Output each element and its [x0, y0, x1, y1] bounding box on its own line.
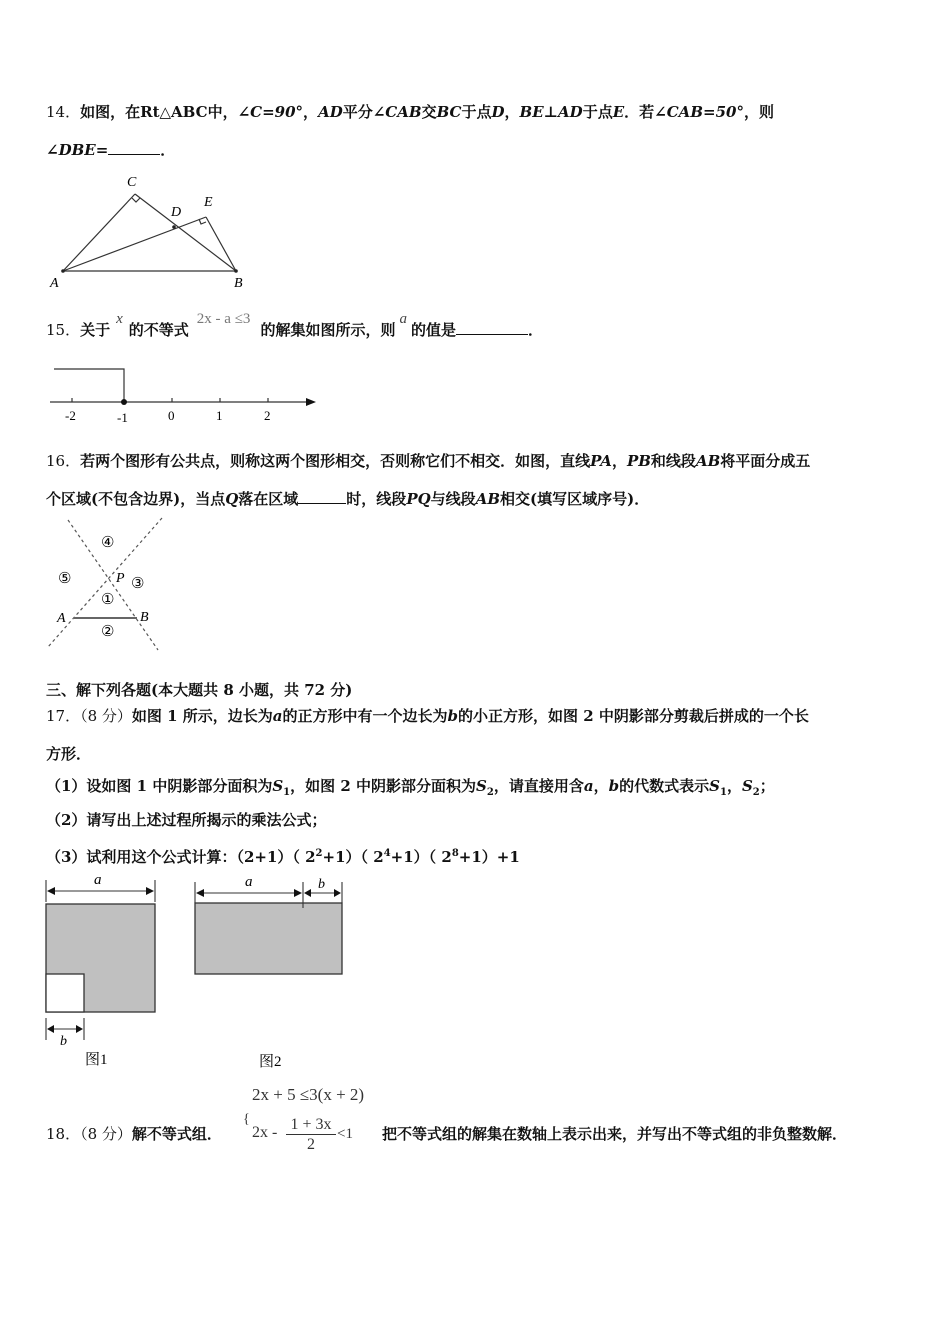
math-x: x — [116, 311, 123, 327]
text: 的小正方形，如图 2 中阴影部分剪裁后拼成的一个长 — [458, 707, 809, 725]
math-s: S — [476, 777, 487, 795]
math-s: S — [709, 777, 720, 795]
text: 若两个图形有公共点，则称这两个图形相交，否则称它们不相交．如图，直线 — [80, 452, 591, 470]
label-d: D — [171, 205, 182, 220]
label-b: B — [140, 610, 149, 625]
answer-blank[interactable] — [298, 489, 346, 504]
q16-line1 — [46, 451, 810, 471]
text: （1）设如图 1 中阴影部分面积为 — [46, 777, 273, 795]
text: 如图，在 — [80, 103, 141, 121]
label-a: A — [57, 611, 66, 626]
text: 与线段 — [430, 490, 476, 508]
tick-neg1: -1 — [117, 410, 128, 425]
math-a: a — [399, 311, 407, 327]
text: ， — [726, 777, 742, 795]
math-bc: BC — [436, 103, 462, 121]
brace-icon: { — [243, 1112, 250, 1127]
math-ab: AB — [695, 452, 721, 470]
score: （8 分） — [80, 707, 132, 725]
math-b: b — [608, 777, 620, 795]
subscript: 2 — [486, 787, 494, 798]
exponent: 8 — [451, 848, 459, 859]
subscript: 2 — [752, 787, 760, 798]
text: （3）试利用这个公式计算：（2+1）（ 2 — [46, 848, 316, 866]
fraction-numerator: 1 + 3x — [286, 1116, 336, 1135]
math-angle-c: ∠C=90° — [237, 103, 304, 121]
text: 解不等式组． — [131, 1125, 222, 1143]
regions-figure — [40, 515, 180, 655]
region-2: ② — [101, 624, 115, 640]
math-q: Q — [225, 490, 239, 508]
math-d: D — [491, 103, 505, 121]
q18-line — [46, 1124, 222, 1144]
text: 的解集如图所示，则 — [260, 321, 396, 339]
text: 时，线段 — [346, 490, 407, 508]
text: +1）+1 — [458, 848, 520, 866]
q17-part1 — [46, 776, 775, 803]
text: ． — [527, 321, 543, 339]
number-line-figure — [46, 362, 326, 427]
fraction-denominator: 2 — [307, 1136, 315, 1153]
text: 平分 — [342, 103, 373, 121]
figure-1 — [46, 872, 155, 1068]
text: 把不等式组的解集在数轴上表示出来，并写出不等式组的非负整数解． — [382, 1125, 848, 1143]
region-3: ③ — [131, 576, 145, 592]
inequality-2-left: 2x - — [252, 1124, 278, 1141]
text: 交 — [421, 103, 437, 121]
question-number: 14． — [46, 103, 81, 121]
text: ， — [504, 103, 520, 121]
text: ， — [593, 777, 609, 795]
section-heading — [46, 680, 352, 700]
math-rt-triangle: Rt△ABC — [140, 103, 208, 121]
label-p: P — [116, 571, 125, 586]
text: 方形． — [46, 745, 92, 763]
inequality-1: 2x + 5 ≤3(x + 2) — [252, 1085, 365, 1104]
text: 于点 — [461, 103, 492, 121]
score: （8 分） — [80, 1125, 132, 1143]
question-number: 15． — [46, 321, 81, 339]
math-inequality: 2x - a ≤3 — [196, 311, 251, 327]
q14-line1 — [46, 102, 774, 122]
exponent: 4 — [383, 848, 391, 859]
tick-neg2: -2 — [65, 408, 76, 423]
region-5: ⑤ — [58, 571, 72, 587]
region-4: ④ — [101, 535, 115, 551]
math-be-perp-ad: BE⊥AD — [519, 103, 583, 121]
text: ，如图 2 中阴影部分面积为 — [290, 777, 477, 795]
q17-line1 — [46, 706, 809, 726]
math-pb: PB — [626, 452, 651, 470]
label-e: E — [204, 195, 213, 210]
text: ， — [611, 452, 627, 470]
text: 将平面分成五 — [720, 452, 811, 470]
text: +1）（ 2 — [390, 848, 452, 866]
math-ab: AB — [475, 490, 501, 508]
q18-instruction — [382, 1124, 847, 1144]
text: ．若 — [624, 103, 655, 121]
subscript: 1 — [283, 787, 291, 798]
tick-1: 1 — [216, 408, 223, 423]
square-rectangle-figures — [40, 868, 360, 1073]
math-pa: PA — [590, 452, 612, 470]
text: +1）（ 2 — [322, 848, 384, 866]
text: ． — [160, 141, 176, 159]
math-angle-cab: ∠CAB — [372, 103, 422, 121]
math-angle-dbe: ∠DBE= — [46, 141, 109, 159]
text: 的值是 — [410, 321, 456, 339]
text: 的正方形中有一个边长为 — [282, 707, 448, 725]
text: 相交(填写区域序号)． — [500, 490, 650, 508]
label-a: A — [50, 276, 59, 291]
text: 于点 — [582, 103, 613, 121]
math-s: S — [741, 777, 753, 795]
text: 和线段 — [650, 452, 696, 470]
q17-line2 — [46, 744, 91, 764]
question-number: 16． — [46, 452, 81, 470]
q17-part3 — [46, 844, 520, 867]
inequality-2-right: <1 — [337, 1126, 353, 1142]
text: 的代数式表示 — [619, 777, 710, 795]
math-angle-cab-50: ∠CAB=50° — [654, 103, 744, 121]
dim-label-a: a — [245, 874, 253, 890]
label-c: C — [127, 175, 137, 190]
text: 个区域(不包含边界)，当点 — [46, 490, 226, 508]
math-s: S — [272, 777, 284, 795]
tick-0: 0 — [168, 408, 175, 423]
label-b: B — [234, 276, 243, 291]
dim-label-b: b — [318, 877, 325, 892]
text: （2）请写出上述过程所揭示的乘法公式； — [46, 811, 327, 829]
answer-blank[interactable] — [456, 320, 528, 335]
question-number: 18． — [46, 1125, 81, 1143]
region-1: ① — [101, 592, 115, 608]
text: 如图 1 所示，边长为 — [131, 707, 273, 725]
text: ； — [759, 777, 775, 795]
tick-2: 2 — [264, 408, 271, 423]
figure-2 — [195, 874, 342, 1070]
text: ，则 — [743, 103, 774, 121]
text: 的不等式 — [128, 321, 189, 339]
math-b: b — [447, 707, 459, 725]
answer-blank[interactable] — [108, 140, 160, 155]
triangle-figure — [44, 168, 254, 293]
math-a: a — [272, 707, 283, 725]
q16-line2 — [46, 489, 649, 509]
q17-part2 — [46, 810, 326, 830]
text: 关于 — [80, 321, 111, 339]
exponent: 2 — [315, 848, 323, 859]
figure-2-caption: 图2 — [259, 1054, 282, 1070]
math-e: E — [612, 103, 625, 121]
text: ， — [303, 103, 319, 121]
math-pq: PQ — [406, 490, 431, 508]
math-a: a — [583, 777, 594, 795]
text: 落在区域 — [238, 490, 299, 508]
dim-label-b: b — [60, 1034, 67, 1049]
fraction — [286, 1116, 336, 1155]
text: ，请直接用含 — [493, 777, 584, 795]
figure-1-caption: 图1 — [85, 1052, 108, 1068]
question-number: 17． — [46, 707, 81, 725]
text: 中， — [207, 103, 238, 121]
math-ad: AD — [318, 103, 343, 121]
q15-line — [46, 311, 543, 341]
q14-line2 — [46, 140, 175, 160]
section-title: 三、解下列各题(本大题共 8 小题，共 72 分) — [46, 681, 353, 699]
dim-label-a: a — [94, 872, 102, 888]
subscript: 1 — [719, 787, 727, 798]
